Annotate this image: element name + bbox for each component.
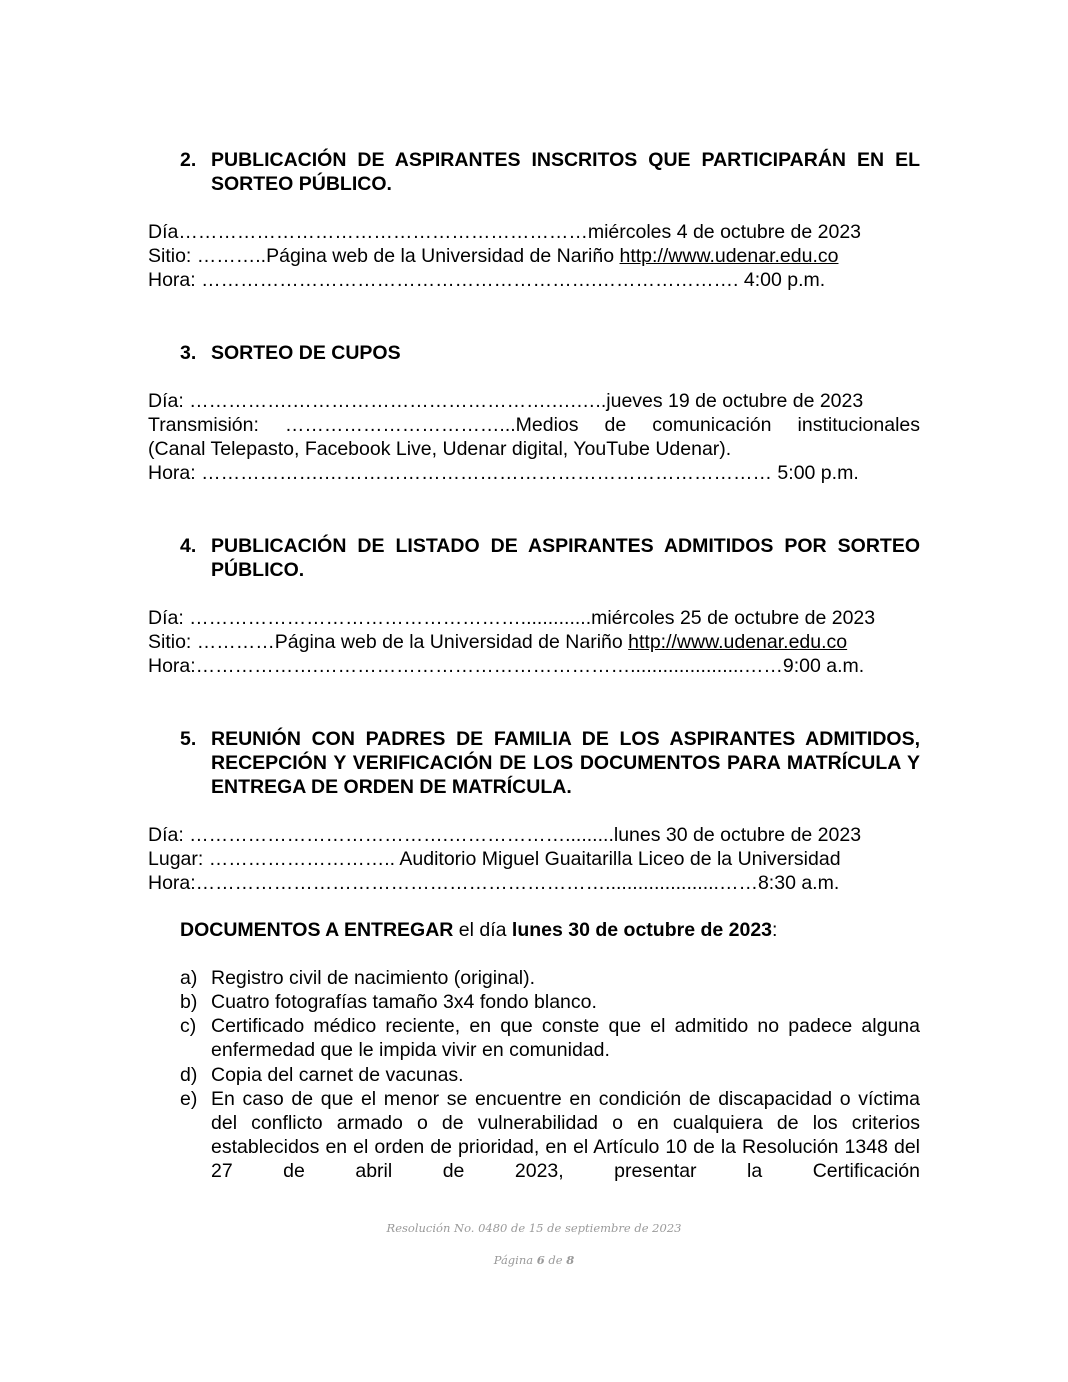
section-heading: REUNIÓN CON PADRES DE FAMILIA DE LOS ASPIRANTES ADMITIDOS, RECEPCIÓN Y VERIFICACIÓN DE LOS DOCUMENTOS PARA MATRÍCULA Y ENTREGA DE ORDEN DE MATRÍCULA.	[211, 728, 920, 798]
list-text: Cuatro fotografías tamaño 3x4 fondo blanco.	[211, 991, 597, 1013]
page-current: 6	[536, 1253, 545, 1267]
list-marker: a)	[180, 967, 198, 989]
section-5-title	[180, 727, 920, 799]
section-2-title	[180, 148, 920, 196]
list-text: Certificado médico reciente, en que conste que el admitido no padece alguna enfermedad que le impida vivir en comunidad.	[211, 1015, 920, 1061]
list-marker: e)	[180, 1088, 198, 1110]
place-line: Lugar: ……………………….. Auditorio Miguel Guaitarilla Liceo de la Universidad	[148, 848, 841, 870]
list-item	[180, 990, 920, 1014]
udenar-link[interactable]: http://www.udenar.edu.co	[619, 245, 839, 267]
section-number: 5.	[180, 728, 197, 750]
section-heading: SORTEO DE CUPOS	[211, 342, 401, 364]
section-number: 2.	[180, 149, 197, 171]
channels-line: (Canal Telepasto, Facebook Live, Udenar digital, YouTube Udenar).	[148, 438, 732, 460]
section-number: 3.	[180, 342, 197, 364]
documents-mid: el día	[453, 919, 512, 941]
udenar-link[interactable]: http://www.udenar.edu.co	[628, 631, 848, 653]
list-item	[180, 1014, 920, 1062]
section-heading: PUBLICACIÓN DE ASPIRANTES INSCRITOS QUE PARTICIPARÁN EN EL SORTEO PÚBLICO.	[211, 149, 920, 195]
day-line: Día: …………….………………………………….….…..jueves 19 de octubre de 2023	[148, 390, 864, 412]
site-text: Sitio: …………Página web de la Universidad de Nariño	[148, 631, 629, 653]
list-text: Registro civil de nacimiento (original).	[211, 967, 536, 989]
section-heading: PUBLICACIÓN DE LISTADO DE ASPIRANTES ADMITIDOS POR SORTEO PÚBLICO.	[211, 535, 920, 581]
day-line: Día: ………………………………….……………….........lunes 30 de octubre de 2023	[148, 824, 862, 846]
documents-label: DOCUMENTOS A ENTREGAR	[180, 919, 454, 941]
list-item	[180, 1063, 920, 1087]
page-prefix: Página	[493, 1253, 537, 1267]
day-line: Día………………………………………………………miércoles 4 de octubre de 2023	[148, 221, 862, 243]
site-line	[148, 244, 920, 268]
page-mid: de	[544, 1253, 567, 1267]
transmission-line: Transmisión: ……………………………...Medios de comunicación institucionales	[148, 414, 920, 436]
list-item	[180, 1087, 920, 1183]
hour-line: Hora:……………….………………………………………….....................……9:00 a.m.	[148, 655, 865, 677]
section-3-title	[180, 341, 920, 365]
site-line	[148, 630, 920, 654]
list-text: Copia del carnet de vacunas.	[211, 1064, 464, 1086]
section-number: 4.	[180, 535, 197, 557]
list-marker: d)	[180, 1064, 198, 1086]
documents-heading	[180, 918, 920, 942]
site-text: Sitio: ………..Página web de la Universidad de Nariño	[148, 245, 620, 267]
day-line: Día: …………………………………………….............miércoles 25 de octubre de 2023	[148, 607, 876, 629]
footer-page-number	[0, 1253, 1068, 1267]
hour-line: Hora:……………………………………………………….....................……8:30 a.m.	[148, 872, 840, 894]
list-marker: b)	[180, 991, 198, 1013]
list-item	[180, 966, 920, 990]
hour-line: Hora: ……………….…………………………………………………………… 5:00 p.m.	[148, 462, 859, 484]
page-total: 8	[566, 1253, 575, 1267]
documents-end: :	[772, 919, 778, 941]
hour-line: Hora: …………………………………………………….…………………. 4:00 p.m.	[148, 269, 826, 291]
section-4-title	[180, 534, 920, 582]
list-text: En caso de que el menor se encuentre en condición de discapacidad o víctima del conflicto armado o de vulnerabilidad o en cualquiera de los criterios establecidos en el orden de prioridad, en el Artículo 10 de la Resolución 1348 del 27 de abril de 2023, presentar la Certificación	[211, 1088, 920, 1182]
footer-resolution: Resolución No. 0480 de 15 de septiembre de 2023	[386, 1221, 682, 1235]
documents-date: lunes 30 de octubre de 2023	[511, 919, 773, 941]
list-marker: c)	[180, 1015, 197, 1037]
